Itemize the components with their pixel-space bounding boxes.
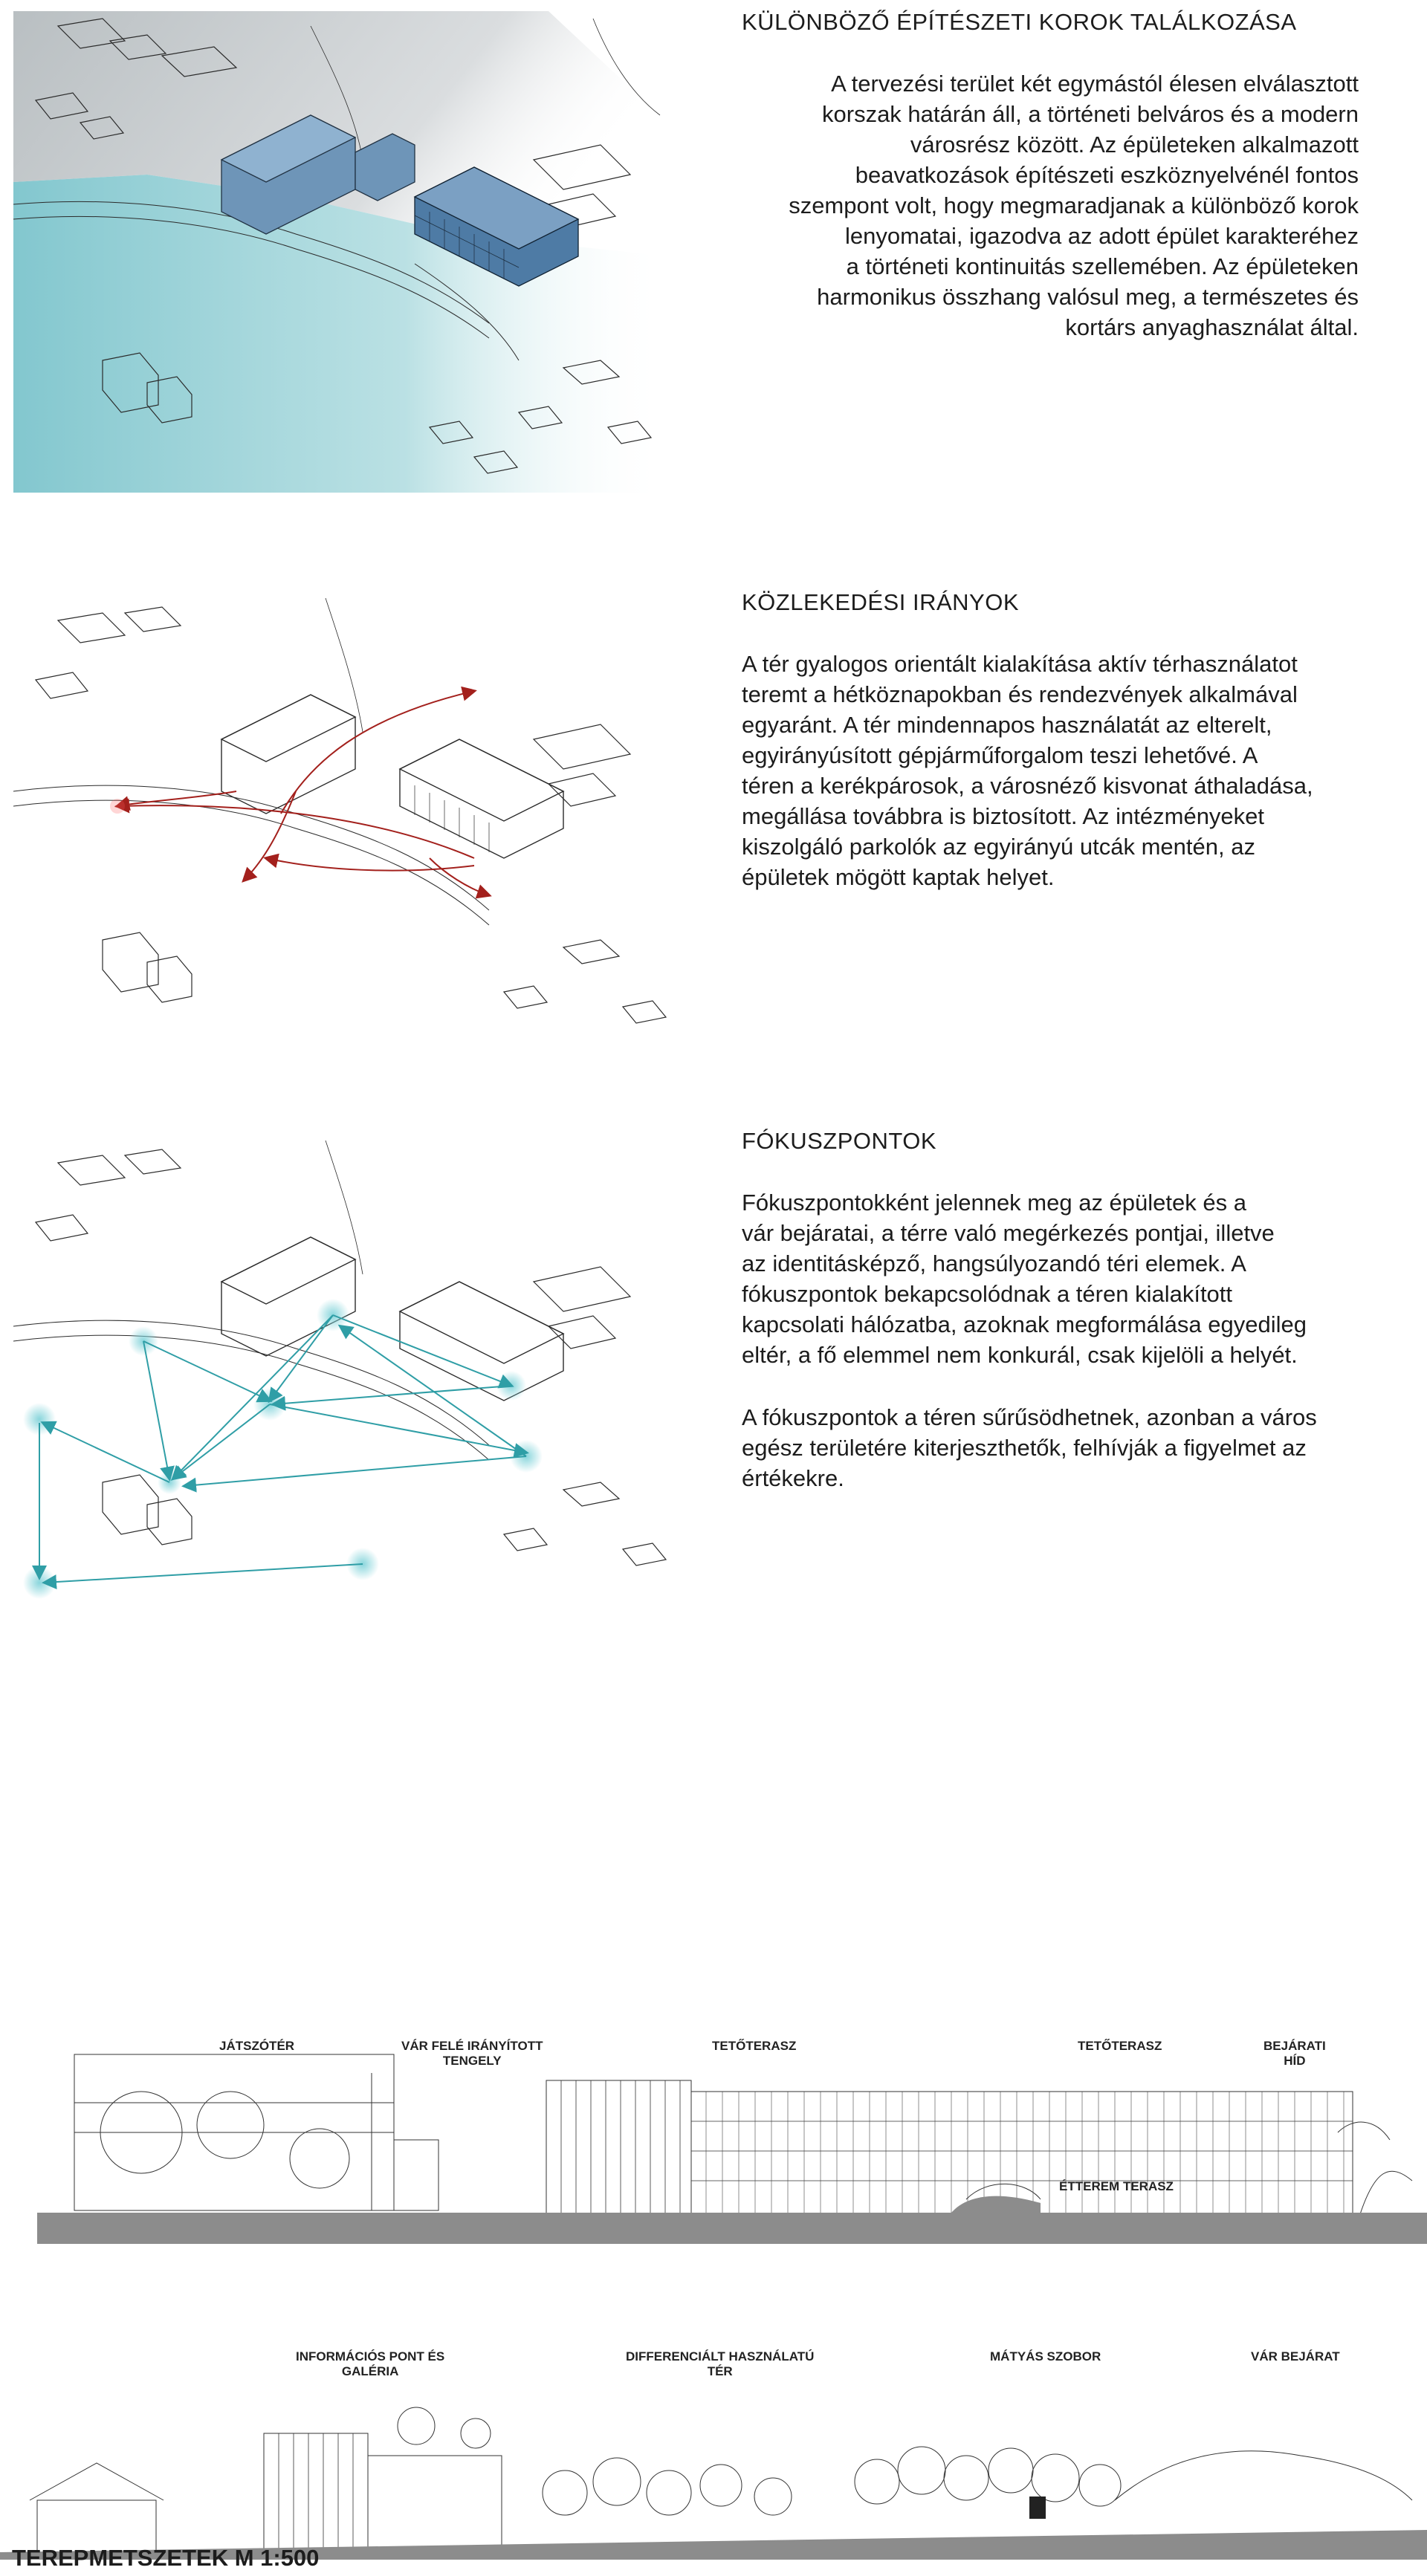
body-line: az identitásképző, hangsúlyozandó téri elemek. A: [742, 1250, 1246, 1276]
body-line: korszak határán áll, a történeti belváros és a modern: [822, 101, 1359, 127]
label-line: TENGELY: [442, 2054, 502, 2068]
section-title-traffic: KÖZLEKEDÉSI IRÁNYOK: [742, 589, 1019, 615]
elevation-1-ground: [37, 2213, 1427, 2244]
body-line: a történeti kontinuitás szellemében. Az épületeken: [846, 253, 1359, 279]
label-differencialt-ter: [626, 2349, 814, 2379]
label-matyas-szobor: MÁTYÁS SZOBOR: [990, 2349, 1101, 2364]
body-line: A tervezési terület két egymástól élesen elválasztott: [831, 71, 1359, 97]
label-var-fele: [401, 2039, 543, 2069]
section-title-focus: FÓKUSZPONTOK: [742, 1128, 937, 1154]
diagram-architectural-eras: [13, 11, 667, 493]
focus-network-arrows: [39, 1315, 526, 1583]
elevation-section-2: [0, 2352, 1427, 2560]
body-line: lenyomatai, igazodva az adott épület karakteréhez: [844, 223, 1359, 249]
body-line: harmonikus összhang valósul meg, a természetes és: [817, 284, 1359, 310]
label-line: VÁR FELÉ IRÁNYÍTOTT: [401, 2039, 543, 2053]
diagram-focus-points: [13, 1133, 676, 1609]
body-line: téren a kerékpárosok, a városnéző kisvonat áthaladása,: [742, 773, 1313, 799]
label-tetoterasz-1: TETŐTERASZ: [712, 2039, 797, 2053]
elevation-scale-title: TEREPMETSZETEK M 1:500: [12, 2545, 320, 2571]
body-line: Fókuszpontokként jelennek meg az épületek és a: [742, 1190, 1246, 1216]
label-line: INFORMÁCIÓS PONT ÉS: [296, 2349, 445, 2364]
elevation-section-1: [0, 2021, 1427, 2244]
section-body-focus-2: [742, 1402, 1411, 1493]
label-jatszoter: JÁTSZÓTÉR: [219, 2039, 295, 2053]
label-tetoterasz-2: TETŐTERASZ: [1078, 2039, 1162, 2053]
elevation-1-svg: [0, 2021, 1427, 2244]
section-title-eras: KÜLÖNBÖZŐ ÉPÍTÉSZETI KOROK TALÁLKOZÁSA: [742, 9, 1297, 35]
body-line: épületek mögött kaptak helyet.: [742, 864, 1055, 890]
body-line: fókuszpontok bekapcsolódnak a téren kialakított: [742, 1281, 1233, 1307]
body-line: értékekre.: [742, 1465, 844, 1491]
axonometric-traffic-svg: [13, 591, 676, 1062]
body-line: teremt a hétköznapokban és rendezvények alkalmával: [742, 681, 1298, 707]
label-etterem-terasz: ÉTTEREM TERASZ: [1059, 2179, 1174, 2193]
body-line: vár bejáratai, a térre való megérkezés pontjai, illetve: [742, 1220, 1275, 1246]
label-line: GALÉRIA: [341, 2364, 399, 2378]
label-line: BEJÁRATI: [1263, 2039, 1326, 2053]
body-line: egyirányúsított gépjárműforgalom teszi lehetővé. A: [742, 742, 1258, 768]
statue-mark: [1029, 2496, 1046, 2519]
label-line: HÍD: [1284, 2054, 1306, 2068]
label-var-bejarat: VÁR BEJÁRAT: [1251, 2349, 1340, 2364]
section-body-traffic: [742, 649, 1396, 892]
axonometric-focus-svg: [13, 1133, 676, 1609]
elevation-2-svg: [0, 2352, 1427, 2560]
body-line: kortárs anyaghasználat által.: [1065, 314, 1359, 340]
body-line: kapcsolati hálózatba, azoknak megformálása egyedileg: [742, 1311, 1307, 1337]
body-line: egész területére kiterjeszthetők, felhívják a figyelmet az: [742, 1435, 1307, 1461]
body-line: szempont volt, hogy megmaradjanak a különböző korok: [789, 192, 1359, 218]
body-line: megállása továbbra is biztosított. Az intézményeket: [742, 803, 1265, 829]
elevation-1-window-ticks: [706, 2092, 1344, 2214]
body-line: A fókuszpontok a téren sűrűsödhetnek, azonban a város: [742, 1404, 1317, 1430]
section-body-focus: [742, 1187, 1411, 1370]
traffic-arrows: [117, 691, 489, 895]
section-body-eras: [714, 68, 1359, 343]
label-line: DIFFERENCIÁLT HASZNÁLATÚ: [626, 2349, 815, 2364]
body-line: beavatkozások építészeti eszköznyelvénél fontos: [855, 162, 1359, 188]
axonometric-eras-svg: [13, 11, 667, 493]
diagram-traffic-directions: [13, 591, 676, 1062]
body-line: A tér gyalogos orientált kialakítása aktív térhasználatot: [742, 651, 1298, 677]
body-line: eltér, a fő elemmel nem konkurál, csak kijelöli a helyét.: [742, 1342, 1298, 1368]
body-line: egyaránt. A tér mindennapos használatát az elterelt,: [742, 712, 1272, 738]
body-line: kiszolgáló parkolók az egyirányú utcák mentén, az: [742, 834, 1255, 860]
body-line: városrész között. Az épületeken alkalmazott: [910, 132, 1359, 158]
label-line: TÉR: [707, 2364, 733, 2378]
label-bejarati-hid: [1263, 2039, 1326, 2069]
label-informacios-pont: [296, 2349, 444, 2379]
